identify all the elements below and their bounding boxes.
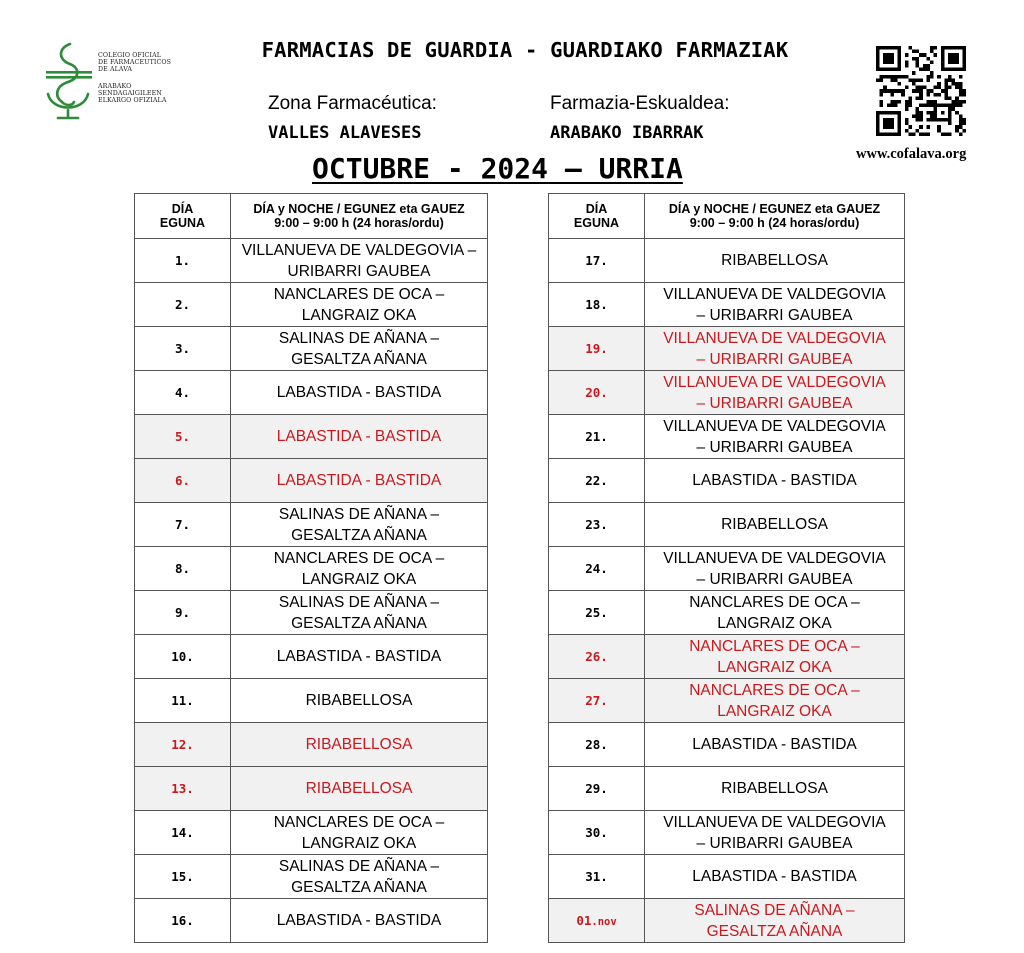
day-cell: 14. <box>135 811 231 855</box>
qr-code-icon[interactable] <box>876 46 966 136</box>
pharmacy-cell: SALINAS DE AÑANA – GESALTZA AÑANA <box>231 855 488 899</box>
pharmacy-cell: NANCLARES DE OCA – LANGRAIZ OKA <box>645 679 905 723</box>
table-row <box>549 767 905 811</box>
pharmacy-column-header: DÍA y NOCHE / EGUNEZ eta GAUEZ 9:00 – 9:00 h (24 horas/ordu) <box>645 194 905 239</box>
table-row <box>549 899 905 943</box>
month-title: OCTUBRE - 2024 – URRIA <box>312 152 683 185</box>
pharmacy-cell: VILLANUEVA DE VALDEGOVIA – URIBARRI GAUBEA <box>231 239 488 283</box>
table-header-row <box>549 194 905 239</box>
table-row <box>549 547 905 591</box>
day-cell: 10. <box>135 635 231 679</box>
day-cell: 8. <box>135 547 231 591</box>
day-cell: 24. <box>549 547 645 591</box>
pharmacy-cell: LABASTIDA - BASTIDA <box>645 459 905 503</box>
pharmacy-column-header: DÍA y NOCHE / EGUNEZ eta GAUEZ 9:00 – 9:00 h (24 horas/ordu) <box>231 194 488 239</box>
page-title: FARMACIAS DE GUARDIA - GUARDIAKO FARMAZIAK <box>261 38 789 62</box>
pharmacy-cell: LABASTIDA - BASTIDA <box>231 371 488 415</box>
day-cell: 3. <box>135 327 231 371</box>
day-cell: 12. <box>135 723 231 767</box>
pharmacy-cell: SALINAS DE AÑANA – GESALTZA AÑANA <box>231 503 488 547</box>
pharmacy-cell: NANCLARES DE OCA – LANGRAIZ OKA <box>231 283 488 327</box>
day-cell: 4. <box>135 371 231 415</box>
college-logo <box>40 40 190 122</box>
zone-value-spanish: VALLES ALAVESES <box>268 123 422 143</box>
schedule-table-left <box>134 193 488 943</box>
table-row <box>549 503 905 547</box>
table-row <box>549 239 905 283</box>
day-cell: 16. <box>135 899 231 943</box>
pharmacy-cell: SALINAS DE AÑANA – GESALTZA AÑANA <box>231 591 488 635</box>
day-cell: 31. <box>549 855 645 899</box>
table-row <box>549 283 905 327</box>
day-cell: 20. <box>549 371 645 415</box>
pharmacy-cell: SALINAS DE AÑANA – GESALTZA AÑANA <box>231 327 488 371</box>
pharmacy-cell: VILLANUEVA DE VALDEGOVIA – URIBARRI GAUBEA <box>645 371 905 415</box>
table-row <box>135 327 488 371</box>
day-cell: 29. <box>549 767 645 811</box>
pharmacy-cell: RIBABELLOSA <box>645 239 905 283</box>
day-cell: 25. <box>549 591 645 635</box>
table-row <box>549 723 905 767</box>
pharmacy-cell: SALINAS DE AÑANA – GESALTZA AÑANA <box>645 899 905 943</box>
table-row <box>135 239 488 283</box>
pharmacy-cell: RIBABELLOSA <box>231 767 488 811</box>
day-cell: 5. <box>135 415 231 459</box>
table-row <box>549 679 905 723</box>
table-header-row <box>135 194 488 239</box>
day-cell: 1. <box>135 239 231 283</box>
table-row <box>549 415 905 459</box>
pharmacy-cell: LABASTIDA - BASTIDA <box>231 635 488 679</box>
day-cell: 22. <box>549 459 645 503</box>
day-cell: 18. <box>549 283 645 327</box>
table-row <box>135 459 488 503</box>
day-cell: 15. <box>135 855 231 899</box>
day-column-header: DÍA EGUNA <box>135 194 231 239</box>
table-row <box>135 679 488 723</box>
day-cell: 30. <box>549 811 645 855</box>
day-cell: 21. <box>549 415 645 459</box>
pharmacy-cell: LABASTIDA - BASTIDA <box>231 415 488 459</box>
day-cell: 11. <box>135 679 231 723</box>
table-row <box>135 547 488 591</box>
day-cell: 13. <box>135 767 231 811</box>
zone-value-basque: ARABAKO IBARRAK <box>550 123 704 143</box>
day-cell: 2. <box>135 283 231 327</box>
pharmacy-cell: VILLANUEVA DE VALDEGOVIA – URIBARRI GAUBEA <box>645 415 905 459</box>
table-row <box>135 591 488 635</box>
schedule-table-right <box>548 193 905 943</box>
table-row <box>135 503 488 547</box>
logo-text-basque: ARABAKO SENDAGAIGILEEN ELKARGO OFIZIALA <box>98 83 167 104</box>
table-row <box>135 635 488 679</box>
table-row <box>549 327 905 371</box>
website-link[interactable]: www.cofalava.org <box>856 146 967 162</box>
pharmacy-cell: VILLANUEVA DE VALDEGOVIA – URIBARRI GAUBEA <box>645 811 905 855</box>
table-row <box>549 459 905 503</box>
pharmacy-cell: NANCLARES DE OCA – LANGRAIZ OKA <box>231 547 488 591</box>
pharmacy-cell: RIBABELLOSA <box>645 767 905 811</box>
table-row <box>135 855 488 899</box>
day-cell: 23. <box>549 503 645 547</box>
pharmacy-cell: LABASTIDA - BASTIDA <box>645 855 905 899</box>
pharmacy-cell: LABASTIDA - BASTIDA <box>231 459 488 503</box>
zone-label-basque: Farmazia-Eskualdea: <box>550 93 730 114</box>
table-row <box>135 767 488 811</box>
pharmacy-cell: LABASTIDA - BASTIDA <box>645 723 905 767</box>
table-row <box>135 415 488 459</box>
pharmacy-cell: VILLANUEVA DE VALDEGOVIA – URIBARRI GAUBEA <box>645 327 905 371</box>
day-cell: 28. <box>549 723 645 767</box>
day-cell: 17. <box>549 239 645 283</box>
zone-label-spanish: Zona Farmacéutica: <box>268 93 437 114</box>
table-row <box>135 371 488 415</box>
table-row <box>135 283 488 327</box>
day-cell: 9. <box>135 591 231 635</box>
day-column-header: DÍA EGUNA <box>549 194 645 239</box>
caduceus-bowl-icon <box>40 40 98 122</box>
table-row <box>549 591 905 635</box>
table-row <box>549 371 905 415</box>
logo-text-spanish: COLEGIO OFICIAL DE FARMACEUTICOS DE ALAVA <box>98 52 172 73</box>
pharmacy-cell: RIBABELLOSA <box>231 723 488 767</box>
day-cell: 01.nov <box>549 899 645 943</box>
table-row <box>135 811 488 855</box>
table-row <box>549 635 905 679</box>
pharmacy-cell: RIBABELLOSA <box>645 503 905 547</box>
day-cell: 27. <box>549 679 645 723</box>
table-row <box>549 811 905 855</box>
pharmacy-cell: RIBABELLOSA <box>231 679 488 723</box>
pharmacy-cell: NANCLARES DE OCA – LANGRAIZ OKA <box>645 635 905 679</box>
table-row <box>135 899 488 943</box>
pharmacy-cell: NANCLARES DE OCA – LANGRAIZ OKA <box>645 591 905 635</box>
pharmacy-cell: LABASTIDA - BASTIDA <box>231 899 488 943</box>
pharmacy-cell: VILLANUEVA DE VALDEGOVIA – URIBARRI GAUBEA <box>645 547 905 591</box>
day-cell: 6. <box>135 459 231 503</box>
pharmacy-cell: VILLANUEVA DE VALDEGOVIA – URIBARRI GAUBEA <box>645 283 905 327</box>
table-row <box>549 855 905 899</box>
pharmacy-cell: NANCLARES DE OCA – LANGRAIZ OKA <box>231 811 488 855</box>
day-cell: 19. <box>549 327 645 371</box>
day-cell: 26. <box>549 635 645 679</box>
table-row <box>135 723 488 767</box>
day-cell: 7. <box>135 503 231 547</box>
